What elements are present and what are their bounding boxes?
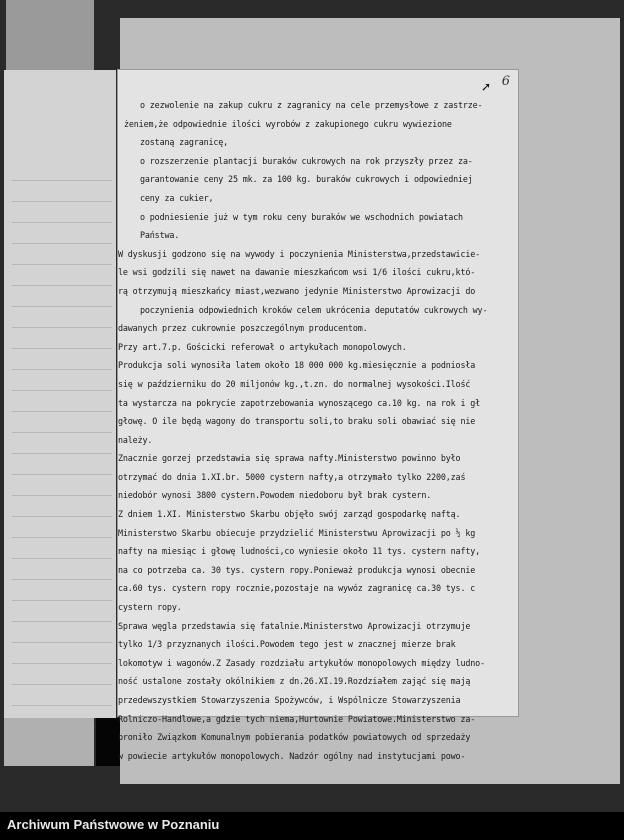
arrow-mark-icon: ➚ [481, 80, 490, 96]
text-line: niedobór wynosi 3800 cystern.Powodem niedoboru był brak cystern. [118, 490, 432, 501]
text-line: poczynienia odpowiednich kroków celem ukrócenia deputatów cukrowych wy- [140, 304, 488, 315]
text-line: nafty na miesiąc i głowę ludności,co wyniesie około 11 tys. cystern nafty, [118, 546, 481, 557]
text-line: przedewszystkiem Stowarzyszenia Spożywców, i Wspólnicze Stowarzyszenia [118, 695, 461, 705]
text-line: le wsi godzili się nawet na dawanie mieszkańcom wsi 1/6 ilości cukru,któ- [118, 267, 476, 278]
text-line: cystern ropy. [118, 602, 182, 613]
adjacent-page-text-ghost [12, 180, 112, 740]
archive-label: Archiwum Państwowe w Poznaniu [7, 817, 220, 832]
text-line: Rolniczo-Handlowe,a gdzie tych niema,Hurtownie Powiatowe.Ministerstwo za- [118, 713, 476, 724]
text-body [118, 96, 518, 765]
text-line: Przy art.7.p. Gościcki referował o artykułach monopolowych. [118, 341, 407, 352]
text-line: Z dniem 1.XI. Ministerstwo Skarbu objęło swój zarząd gospodarkę naftą. [118, 509, 461, 520]
text-line: należy. [118, 434, 153, 445]
text-line: ta wystarcza na pokrycie zapotrzebowania wynoszącego ca.10 kg. na rok i gł [118, 397, 481, 408]
text-line: rą otrzymują mieszkańcy miast,wezwano jedynie Ministerstwo Aprowizacji do [118, 285, 476, 296]
adjacent-page-strip [6, 0, 94, 70]
page-number: 6 [501, 74, 510, 89]
text-line: Państwa. [140, 230, 180, 241]
text-line: garantowanie ceny 25 mk. za 100 kg. buraków cukrowych i odpowiedniej [140, 174, 473, 185]
text-line: otrzymać do dnia 1.XI.br. 5000 cystern nafty,a otrzymało tylko 2200,zaś [118, 471, 466, 482]
text-line: o zezwolenie na zakup cukru z zagranicy na cele przemysłowe z zastrze- [140, 100, 483, 110]
text-line: tylko 1/3 przyznanych ilości.Powodem tego jest w znacznej mierze brak [118, 639, 456, 650]
text-line: ceny za cukier, [140, 192, 214, 203]
text-line: broniło Związkom Komunalnym pobierania podatków powiatowych od sprzedaży [118, 732, 471, 743]
text-line: dawanych przez cukrownie poszczególnym producentom. [118, 323, 368, 334]
text-line: głowę. O ile będą wagony do transportu soli,to braku soli obawiać się nie [118, 416, 476, 427]
text-line: Sprawa węgla przedstawia się fatalnie.Ministerstwo Aprowizacji otrzymuje [118, 620, 471, 631]
text-line: ca.60 tys. cystern ropy rocznie,pozostaje na wywóz zagranicę ca.30 tys. c [118, 583, 476, 594]
text-line: zostaną zagranicę, [140, 137, 229, 148]
text-line: lokomotyw i wagonów.Z Zasady rozdziału artykułów monopolowych między ludno- [118, 657, 485, 668]
text-line: żeniem,że odpowiednie ilości wyrobów z zakupionego cukru wywiezione [124, 118, 452, 129]
adjacent-page [4, 70, 116, 718]
text-line: Produkcja soli wynosiła latem około 18 000 000 kg.miesięcznie a podniosła [118, 360, 476, 371]
text-line: Ministerstwo Skarbu obiecuje przydzielić Ministerstwu Aprowizacji po ½ kg [118, 527, 476, 538]
text-line: Znacznie gorzej przedstawia się sprawa nafty.Ministerstwo powinno było [118, 453, 461, 464]
text-line: ność ustalone zostały okólnikiem z dn.26.XI.19.Rozdziałem zająć się mają [118, 676, 471, 687]
typewritten-page [118, 70, 518, 761]
text-line: o rozszerzenie plantacji buraków cukrowych na rok przyszły przez za- [140, 155, 473, 166]
adjacent-page-bottom [4, 718, 94, 766]
text-line: w powiecie artykułów monopolowych. Nadzór ogólny nad instytucjami powo- [118, 750, 466, 761]
film-edge-bar [96, 718, 120, 766]
text-line: o podniesienie już w tym roku ceny buraków we wschodnich powiatach [140, 211, 463, 222]
text-line: W dyskusji godzono się na wywody i poczynienia Ministerstwa,przedstawicie- [118, 248, 481, 259]
text-line: na co potrzeba ca. 30 tys. cystern ropy.Ponieważ produkcja wynosi obecnie [118, 564, 476, 575]
text-line: się w październiku do 20 miljonów kg.,t.zn. do normalnej wysokości.Ilość [118, 378, 471, 389]
